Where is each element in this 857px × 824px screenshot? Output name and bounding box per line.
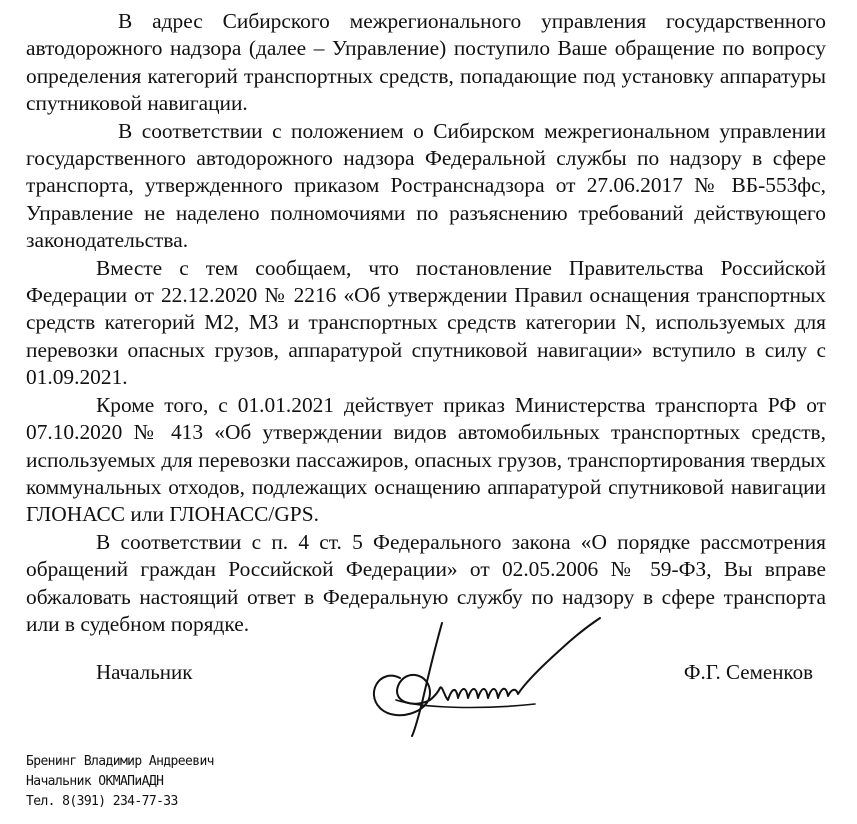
executor-block bbox=[26, 752, 214, 812]
executor-phone: Тел. 8(391) 234-77-33 bbox=[26, 794, 178, 809]
executor-position: Начальник ОКМАПиАДН bbox=[26, 774, 164, 789]
paragraph-request: В адрес Сибирского межрегионального управления государственного автодорожного надзора (далее – Управление) поступило Ваше обращение по вопросу определения категорий транспортных средств, попадающие под установку аппаратуры спутниковой навигации. bbox=[26, 9, 826, 116]
paragraph-appeal-rights: В соответствии с п. 4 ст. 5 Федерального закона «О порядке рассмотрения обращений граждан Российской Федерации» от 02.05.2006 № 59-ФЗ, Вы вправе обжаловать настоящий ответ в Федеральную службу по надзору в сфере транспорта или в судебном порядке. bbox=[26, 529, 826, 636]
signer-name: Ф.Г. Семенков bbox=[683, 660, 813, 684]
paragraph-authority: В соответствии с положением о Сибирском межрегиональном управлении государственного автодорожного надзора Федеральной службы по надзору в сфере транспорта, утвержденного приказом Ространснадзора от 27.06.2017 № ВБ-553фс, Управление не наделено полномочиями по разъяснению требований действующего законодательства. bbox=[26, 118, 826, 253]
paragraph-government-decree: Вместе с тем сообщаем, что постановление Правительства Российской Федерации от 22.12.2020 № 2216 «Об утверждении Правил оснащения транспортных средств категорий М2, М3 и транспортных средств категории N, используемых для перевозки опасных грузов, аппаратурой спутниковой навигации» вступило в силу с 01.09.2021. bbox=[26, 255, 826, 390]
executor-name: Бренинг Владимир Андреевич bbox=[26, 754, 214, 769]
signer-position: Начальник bbox=[96, 660, 193, 684]
paragraph-ministry-order: Кроме того, с 01.01.2021 действует приказ Министерства транспорта РФ от 07.10.2020 № 413 «Об утверждении видов автомобильных транспортных средств, используемых для перевозки пассажиров, опасных грузов, транспортирования твердых коммунальных отходов, подлежащих оснащению аппаратурой спутниковой навигации ГЛОНАСС или ГЛОНАСС/GPS. bbox=[26, 392, 826, 527]
handwritten-signature bbox=[360, 608, 610, 738]
letter-body bbox=[26, 8, 826, 638]
